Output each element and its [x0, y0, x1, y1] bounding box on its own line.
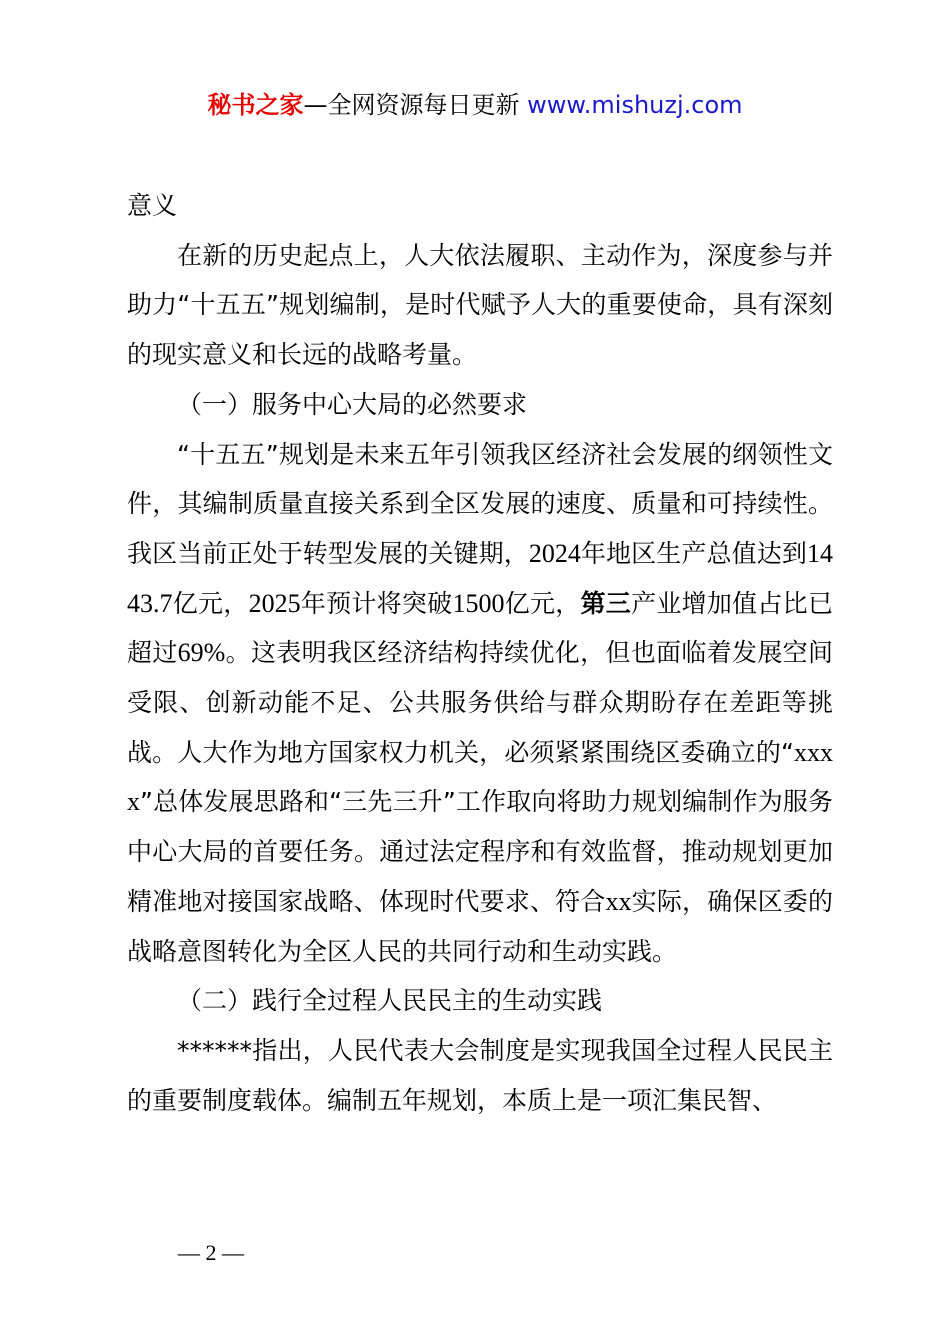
- text-run: ”总体发展思路和“三先三升”工作取向将助力规划编制作为服务中心大局的首要任务。通过法定程序和有效监督，推动规划更加精准地对接国家战略、体现时代要求、符合: [127, 787, 833, 916]
- paragraph-section-1: [127, 430, 833, 977]
- text-run: 实际，确保区委的战略意图转化为全区人民的共同行动和生动实践。: [127, 886, 833, 966]
- number: xx: [605, 886, 632, 916]
- paragraph-continuation: 意义: [127, 191, 178, 220]
- section-heading-2: （二）践行全过程人民民主的生动实践: [177, 986, 603, 1016]
- number: 2025: [248, 588, 301, 618]
- text-run: 产业增加值占比已超过: [127, 588, 833, 668]
- text-run: 亿元，: [172, 588, 249, 618]
- text-run: 年预计将突破: [300, 588, 453, 618]
- text-run: 。这表明我区经济结构持续优化，但也面临着发展空间受限、创新动能不足、公共服务供给与群众期盼存在差距等挑战。人大作为地方国家权力机关，必须紧紧围绕区委确立的“: [127, 638, 833, 767]
- number: 2024: [528, 538, 581, 568]
- section-heading-1: （一）服务中心大局的必然要求: [177, 389, 528, 419]
- paragraph-intro: 在新的历史起点上，人大依法履职、主动作为，深度参与并助力“十五五”规划编制，是时代赋予人大的重要使命，具有深刻的现实意义和长远的战略考量。: [127, 240, 833, 370]
- site-header: [0, 86, 950, 124]
- number: xxxx: [127, 737, 833, 817]
- header-slogan: —全网资源每日更新: [303, 91, 528, 119]
- number: 69%: [177, 638, 226, 668]
- number: 1443.7: [127, 538, 833, 618]
- text-run: 年地区生产总值达到: [580, 538, 807, 568]
- bold-text: 第三: [580, 588, 632, 618]
- site-link[interactable]: www.mishuzj.com: [527, 91, 743, 119]
- page-number: — 2 —: [178, 1240, 244, 1265]
- paragraph-section-2: ******指出，人民代表大会制度是实现我国全过程人民民主的重要制度载体。编制五年规划，本质上是一项汇集民智、: [127, 1035, 833, 1115]
- text-run: “十五五”规划是未来五年引领我区经济社会发展的纲领性文件，其编制质量直接关系到全区发展的速度、质量和可持续性。我区当前正处于转型发展的关键期，: [127, 439, 833, 568]
- brand-name: 秘书之家: [207, 91, 304, 119]
- document-body: [127, 181, 833, 1125]
- text-run: 亿元，: [504, 588, 581, 618]
- number: 1500: [452, 588, 505, 618]
